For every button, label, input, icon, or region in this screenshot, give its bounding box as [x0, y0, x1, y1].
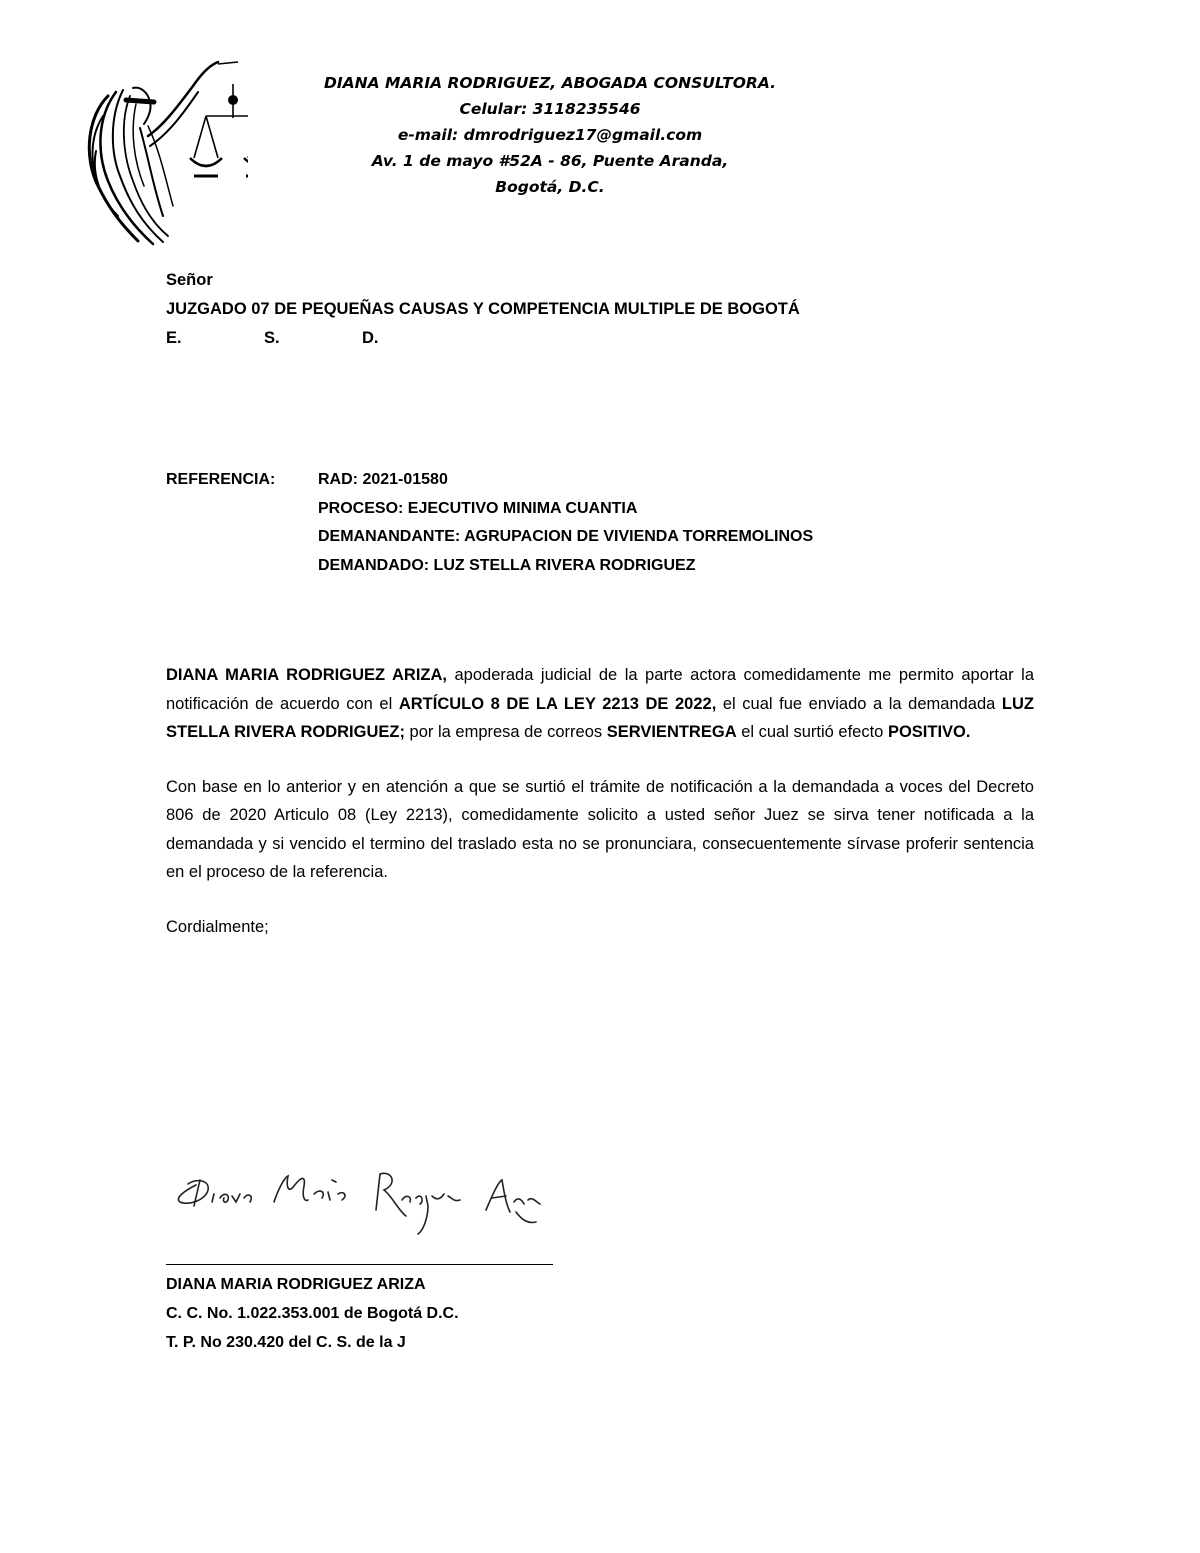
bold-article: ARTÍCULO 8 DE LA LEY 2213 DE 2022,	[398, 694, 717, 713]
signer-tp: T. P. No 230.420 del C. S. de la J	[166, 1334, 406, 1351]
bold-result: POSITIVO.	[887, 723, 971, 741]
letterhead-email: e-mail: dmrodriguez17@gmail.com	[397, 126, 703, 144]
esd-s: S.	[264, 329, 280, 347]
letterhead-city: Bogotá, D.C.	[495, 178, 605, 196]
reference-label: REFERENCIA:	[166, 471, 276, 488]
body-text: por la empresa de correos	[404, 723, 607, 741]
closing: Cordialmente;	[166, 917, 269, 936]
bold-defendant: LUZ STELLA RIVERA RODRIGUEZ;	[166, 694, 1034, 741]
reference-lines	[318, 466, 813, 580]
salutation: Señor	[166, 271, 213, 289]
esd-d: D.	[362, 329, 379, 347]
bold-courier: SERVIENTREGA	[606, 723, 737, 741]
letterhead-phone: Celular: 3118235546	[459, 100, 641, 118]
signer-block	[166, 1270, 459, 1357]
reference-block	[166, 466, 813, 580]
court-name: JUZGADO 07 DE PEQUEÑAS CAUSAS Y COMPETENCIA MULTIPLE DE BOGOTÁ	[166, 300, 800, 318]
reference-demandante: DEMANANDANTE: AGRUPACION DE VIVIENDA TORREMOLINOS	[318, 528, 814, 545]
signer-id: C. C. No. 1.022.353.001 de Bogotá D.C.	[166, 1305, 459, 1322]
body-paragraph-1	[166, 661, 1034, 747]
body-text: apoderada judicial de la parte actora comedidamente me permito aportar la notificación de acuerdo con el	[166, 666, 1035, 713]
letterhead	[300, 70, 800, 200]
letterhead-address: Av. 1 de mayo #52A - 86, Puente Aranda,	[371, 152, 729, 170]
bold-attorney-name: DIANA MARIA RODRIGUEZ ARIZA,	[166, 666, 447, 684]
reference-proceso: PROCESO: EJECUTIVO MINIMA CUANTIA	[318, 499, 638, 517]
signature-line	[166, 1264, 553, 1265]
handwritten-signature	[166, 1150, 546, 1250]
body-text: el cual fue enviado a la demandada	[716, 694, 1002, 713]
letterhead-name: DIANA MARIA RODRIGUEZ, ABOGADA CONSULTORA.	[323, 74, 776, 92]
addressee-block	[166, 266, 800, 353]
body-text: el cual surtió efecto	[736, 723, 888, 741]
signer-name: DIANA MARIA RODRIGUEZ ARIZA	[166, 1276, 426, 1293]
reference-demandado: DEMANDADO: LUZ STELLA RIVERA RODRIGUEZ	[318, 556, 696, 574]
esd-line	[166, 324, 800, 353]
reference-rad: RAD: 2021-01580	[318, 471, 448, 488]
esd-e: E.	[166, 329, 182, 347]
body-paragraph-2: Con base en lo anterior y en atención a que se surtió el trámite de notificación a la demandada a voces del Decreto 806 de 2020 Articulo 08 (Ley 2213), comedidamente solicito a usted señor Juez se sirva tener notificada a la demandada y si vencido el termino del traslado esta no se pronunciara, consecuentemente sírvase proferir sentencia en el proceso de la referencia.	[166, 777, 1034, 881]
justice-scales-icon	[78, 56, 248, 246]
letter-body	[166, 661, 1034, 967]
